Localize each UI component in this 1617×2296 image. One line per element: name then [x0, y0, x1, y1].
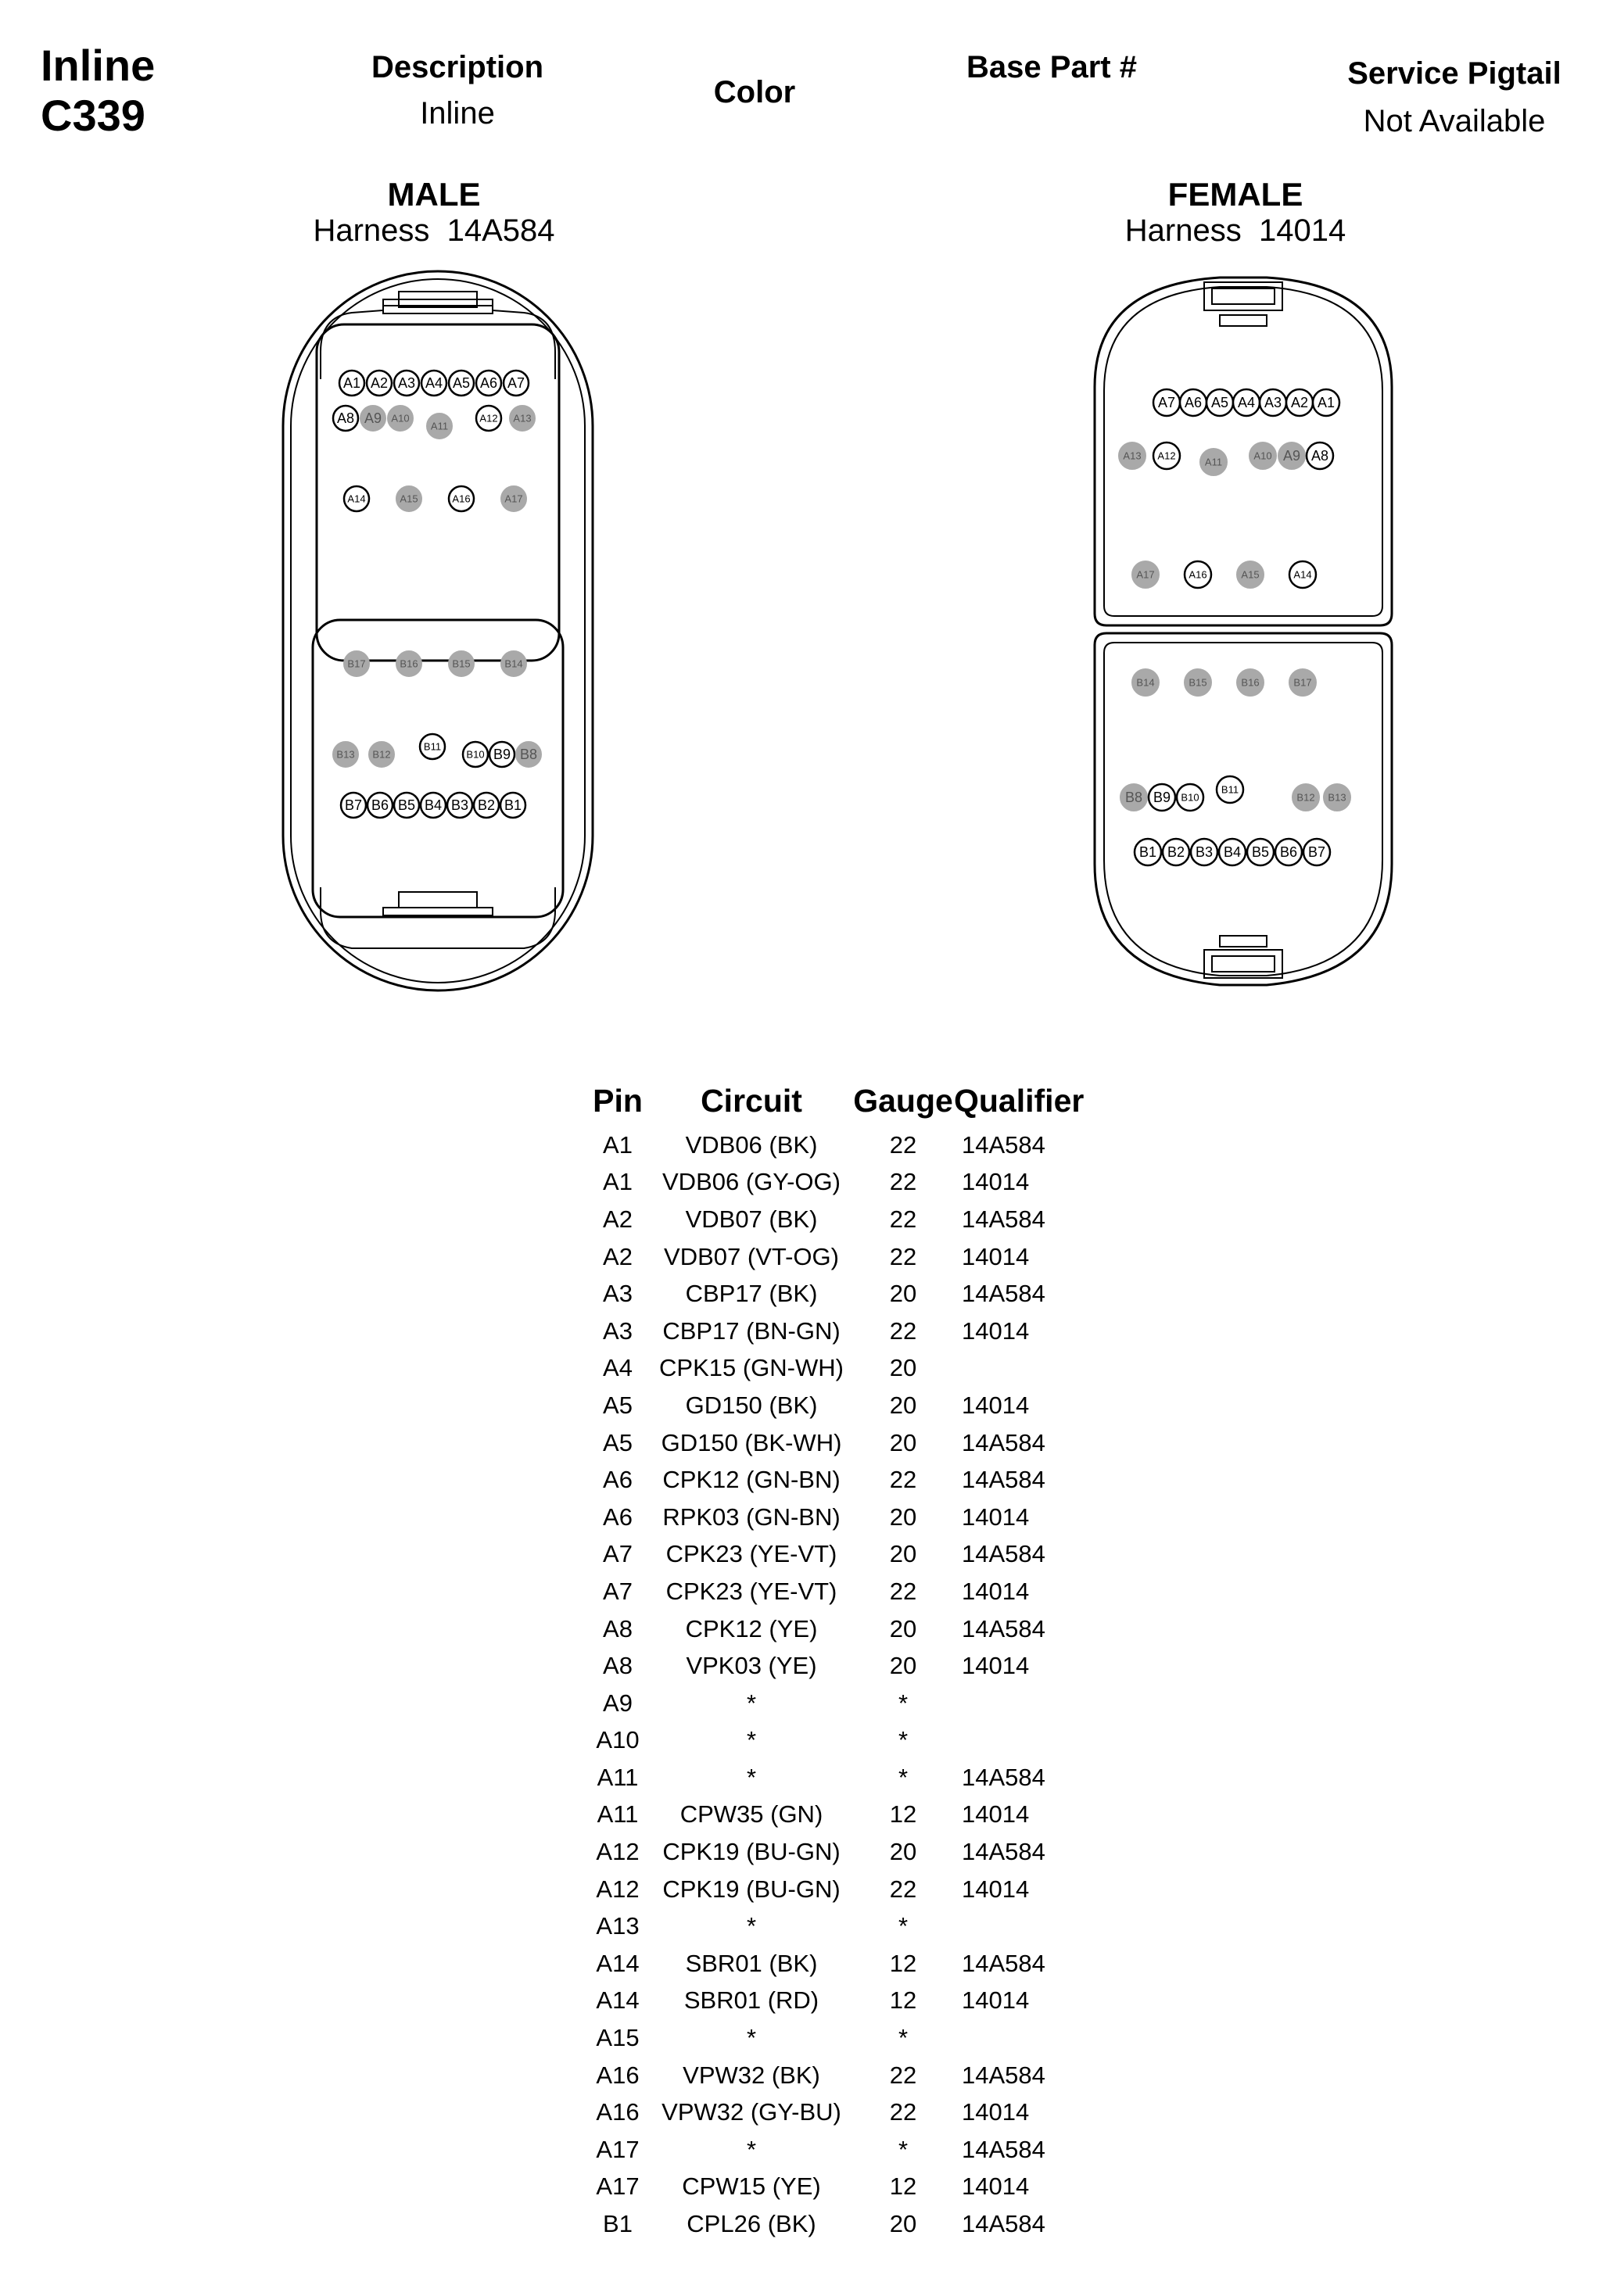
- qualifier-cell: 14A584: [962, 1949, 1045, 1977]
- pin-cell: A11: [597, 1800, 639, 1829]
- qualifier-cell: [954, 1907, 1118, 1945]
- circuit-cell: *: [746, 2024, 757, 2052]
- female-pin-label: A10: [1253, 450, 1272, 462]
- gauge-cell: 12: [889, 2172, 917, 2201]
- service-pigtail-value: Not Available: [1363, 104, 1546, 138]
- female-pin-label: A13: [1123, 450, 1142, 462]
- male-pin-label: A7: [507, 375, 525, 391]
- pin-cell: A12: [596, 1875, 640, 1903]
- table-row: [585, 1238, 1118, 1276]
- female-pin-label: A7: [1157, 395, 1176, 410]
- male-pin-label: B15: [452, 657, 471, 670]
- table-row: [585, 1907, 1118, 1945]
- pin-cell: A8: [603, 1614, 633, 1642]
- gauge-cell: *: [898, 1689, 909, 1717]
- female-pin-label: A17: [1136, 568, 1155, 581]
- gauge-cell: 20: [889, 2210, 917, 2238]
- pin-cell: A3: [603, 1316, 633, 1345]
- table-row: [585, 2131, 1118, 2169]
- qualifier-cell: 14A584: [962, 1280, 1045, 1308]
- female-pin-label: B5: [1251, 844, 1270, 860]
- table-row: [585, 1796, 1118, 1834]
- gauge-cell: *: [898, 1912, 909, 1940]
- gauge-cell: 20: [889, 1354, 917, 1382]
- qualifier-cell: 14A584: [962, 1540, 1045, 1568]
- table-row: [585, 1387, 1118, 1424]
- qualifier-cell: 14014: [962, 2172, 1030, 2201]
- table-row: [585, 1573, 1118, 1610]
- circuit-cell: RPK03 (GN-BN): [662, 1503, 841, 1531]
- male-pin-label: B17: [347, 657, 366, 670]
- gauge-cell: 22: [889, 2061, 917, 2089]
- male-pin-label: B5: [397, 797, 416, 813]
- female-pin-label: B17: [1293, 676, 1312, 689]
- male-pin-label: A2: [370, 375, 389, 391]
- circuit-cell: GD150 (BK): [685, 1391, 818, 1419]
- male-pin-label: A13: [513, 412, 532, 424]
- female-pin-label: A11: [1204, 456, 1223, 468]
- qualifier-cell: 14A584: [962, 1205, 1045, 1233]
- table-row: [585, 2205, 1118, 2243]
- qualifier-cell: 14A584: [962, 1130, 1045, 1159]
- male-pin-label: A17: [504, 493, 523, 505]
- qualifier-cell: 14014: [962, 1391, 1030, 1419]
- pin-cell: A5: [603, 1391, 633, 1419]
- gauge-cell: 20: [889, 1391, 917, 1419]
- male-pin-label: A15: [400, 493, 418, 505]
- pin-cell: B1: [603, 2210, 633, 2238]
- circuit-cell: SBR01 (BK): [685, 1949, 818, 1977]
- circuit-cell: CBP17 (BK): [685, 1280, 818, 1308]
- male-pin-label: B12: [372, 748, 391, 761]
- qualifier-cell: 14014: [962, 1800, 1030, 1829]
- qualifier-cell: [954, 1722, 1118, 1760]
- female-pin-label: B13: [1328, 791, 1346, 804]
- pin-cell: A14: [596, 1949, 640, 1977]
- qualifier-cell: 14014: [962, 2098, 1030, 2126]
- male-pin-label: B4: [424, 797, 443, 813]
- pin-cell: A17: [596, 2172, 640, 2201]
- gauge-cell: 20: [889, 1503, 917, 1531]
- male-pin-label: B10: [466, 748, 485, 761]
- female-pin-label: A15: [1241, 568, 1260, 581]
- pin-cell: A8: [603, 1652, 633, 1680]
- gauge-cell: 20: [889, 1614, 917, 1642]
- circuit-cell: VDB06 (GY-OG): [662, 1168, 841, 1196]
- pin-cell: A1: [603, 1130, 633, 1159]
- circuit-cell: *: [746, 1763, 757, 1791]
- male-pin-label: B14: [504, 657, 523, 670]
- pin-cell: A1: [603, 1168, 633, 1196]
- gauge-cell: 22: [889, 1577, 917, 1605]
- male-pin-label: A6: [479, 375, 498, 391]
- circuit-cell: *: [746, 1726, 757, 1754]
- table-row: [585, 1424, 1118, 1462]
- female-pin-label: B10: [1181, 791, 1199, 804]
- qualifier-cell: 14A584: [962, 2061, 1045, 2089]
- qualifier-cell: 14A584: [962, 1614, 1045, 1642]
- qualifier-cell: 14A584: [962, 2135, 1045, 2163]
- table-row: [585, 1313, 1118, 1350]
- table-row: [585, 1647, 1118, 1685]
- qualifier-cell: 14A584: [962, 2210, 1045, 2238]
- female-pin-label: A6: [1184, 395, 1203, 410]
- qualifier-cell: 14014: [962, 1577, 1030, 1605]
- female-pin-label: A3: [1264, 395, 1282, 410]
- gauge-cell: *: [898, 1763, 909, 1791]
- circuit-cell: *: [746, 1912, 757, 1940]
- circuit-cell: VDB06 (BK): [685, 1130, 818, 1159]
- circuit-cell: CPK19 (BU-GN): [662, 1875, 841, 1903]
- pin-cell: A16: [596, 2061, 640, 2089]
- female-pin-label: B2: [1167, 844, 1185, 860]
- table-row: [585, 1275, 1118, 1313]
- female-pin-label: A14: [1293, 568, 1312, 581]
- circuit-cell: CBP17 (BN-GN): [662, 1316, 841, 1345]
- table-row: [585, 1350, 1118, 1388]
- pin-cell: A6: [603, 1466, 633, 1494]
- circuit-column-header: Circuit: [701, 1082, 802, 1119]
- gauge-cell: 22: [889, 1205, 917, 1233]
- pin-cell: A5: [603, 1428, 633, 1456]
- male-pin-label: B11: [423, 740, 442, 753]
- description-label: Description: [371, 50, 544, 84]
- male-pin-label: B6: [371, 797, 389, 813]
- male-pin-label: B16: [400, 657, 418, 670]
- pin-cell: A9: [603, 1689, 633, 1717]
- table-row: [585, 1983, 1118, 2020]
- table-row: [585, 1722, 1118, 1760]
- circuit-cell: SBR01 (RD): [683, 1986, 819, 2015]
- table-row: [585, 1833, 1118, 1871]
- qualifier-cell: 14014: [962, 1986, 1030, 2015]
- female-pin-label: B14: [1136, 676, 1155, 689]
- table-row: [585, 1461, 1118, 1499]
- female-pin-label: A5: [1210, 395, 1229, 410]
- table-row: [585, 1759, 1118, 1796]
- male-pin-label: A16: [452, 493, 471, 505]
- female-pin-label: A1: [1317, 395, 1336, 410]
- male-pin-label: A9: [364, 410, 382, 426]
- male-pin-label: A1: [342, 375, 361, 391]
- pin-cell: A2: [603, 1242, 633, 1270]
- female-pin-label: A4: [1237, 395, 1256, 410]
- pin-cell: A10: [596, 1726, 640, 1754]
- pin-table: [585, 1075, 1118, 2243]
- pin-table-body: [585, 1127, 1118, 2243]
- circuit-cell: *: [746, 2135, 757, 2163]
- female-pin-label: B1: [1138, 844, 1157, 860]
- pin-cell: A13: [596, 1912, 640, 1940]
- male-pin-label: B7: [344, 797, 363, 813]
- female-pin-label: A16: [1189, 568, 1207, 581]
- qualifier-cell: [954, 1685, 1118, 1722]
- gauge-cell: 22: [889, 1466, 917, 1494]
- male-pin-label: A10: [391, 412, 410, 424]
- male-pin-cavities: [333, 371, 541, 818]
- gauge-cell: *: [898, 2024, 909, 2052]
- gauge-cell: 12: [889, 1949, 917, 1977]
- female-pin-label: B12: [1296, 791, 1315, 804]
- pin-cell: A7: [603, 1540, 633, 1568]
- gauge-cell: *: [898, 1726, 909, 1754]
- qualifier-cell: [954, 2019, 1118, 2057]
- gauge-cell: 22: [889, 1316, 917, 1345]
- circuit-cell: VPK03 (YE): [686, 1652, 817, 1680]
- service-pigtail-label: Service Pigtail: [1347, 56, 1561, 91]
- qualifier-cell: 14014: [962, 1875, 1030, 1903]
- female-pin-cavities: [1119, 389, 1350, 865]
- table-row: [585, 1685, 1118, 1722]
- female-view-title: FEMALE: [1167, 176, 1303, 213]
- circuit-cell: CPK15 (GN-WH): [659, 1354, 844, 1382]
- female-pin-label: A8: [1310, 448, 1329, 464]
- circuit-cell: CPW35 (GN): [679, 1800, 823, 1829]
- male-pin-label: A8: [336, 410, 355, 426]
- circuit-cell: CPK12 (GN-BN): [662, 1466, 841, 1494]
- qualifier-cell: 14014: [962, 1503, 1030, 1531]
- female-pin-label: B6: [1279, 844, 1298, 860]
- table-row: [585, 1499, 1118, 1536]
- pin-cell: A2: [603, 1205, 633, 1233]
- connector-type: Inline: [41, 41, 156, 90]
- gauge-cell: 22: [889, 2098, 917, 2126]
- male-pin-label: A4: [425, 375, 443, 391]
- pin-cell: A4: [603, 1354, 633, 1382]
- pin-cell: A6: [603, 1503, 633, 1531]
- circuit-cell: CPK23 (YE-VT): [665, 1540, 837, 1568]
- qualifier-cell: 14A584: [962, 1428, 1045, 1456]
- male-pin-label: B2: [477, 797, 496, 813]
- female-pin-label: B7: [1307, 844, 1326, 860]
- pin-cell: A17: [596, 2135, 640, 2163]
- female-pin-label: A2: [1290, 395, 1309, 410]
- female-pin-label: A9: [1282, 448, 1301, 464]
- pin-cell: A12: [596, 1838, 640, 1866]
- qualifier-cell: 14014: [962, 1168, 1030, 1196]
- qualifier-cell: 14014: [962, 1652, 1030, 1680]
- female-connector-face: [1071, 270, 1415, 997]
- table-row: [585, 1201, 1118, 1238]
- gauge-cell: 12: [889, 1986, 917, 2015]
- gauge-cell: 20: [889, 1428, 917, 1456]
- connector-number: C339: [41, 91, 145, 140]
- male-pin-label: A5: [452, 375, 471, 391]
- gauge-cell: 20: [889, 1540, 917, 1568]
- gauge-cell: 22: [889, 1242, 917, 1270]
- base-part-label: Base Part #: [966, 50, 1137, 84]
- male-pin-label: A3: [397, 375, 416, 391]
- female-pin-label: B8: [1124, 790, 1143, 805]
- pin-column-header: Pin: [593, 1082, 643, 1119]
- pin-cell: A15: [596, 2024, 640, 2052]
- table-row: [585, 1945, 1118, 1983]
- gauge-cell: 12: [889, 1800, 917, 1829]
- female-pin-label: B15: [1189, 676, 1207, 689]
- female-pin-label: B3: [1195, 844, 1214, 860]
- connector-id: [41, 41, 155, 141]
- pin-table-header: [585, 1075, 1118, 1127]
- circuit-cell: CPW15 (YE): [682, 2172, 821, 2201]
- qualifier-cell: 14014: [962, 1242, 1030, 1270]
- table-row: [585, 1536, 1118, 1574]
- pin-cell: A16: [596, 2098, 640, 2126]
- circuit-cell: *: [746, 1689, 757, 1717]
- male-pin-label: A14: [347, 493, 366, 505]
- qualifier-cell: [954, 1350, 1118, 1388]
- male-view-harness: Harness 14A584: [313, 213, 555, 248]
- gauge-cell: *: [898, 2135, 909, 2163]
- gauge-cell: 20: [889, 1838, 917, 1866]
- male-pin-label: B3: [450, 797, 469, 813]
- table-row: [585, 1610, 1118, 1648]
- table-row: [585, 2057, 1118, 2094]
- circuit-cell: VPW32 (GY-BU): [662, 2098, 841, 2126]
- qualifier-cell: 14A584: [962, 1763, 1045, 1791]
- circuit-cell: VDB07 (VT-OG): [664, 1242, 839, 1270]
- table-row: [585, 2019, 1118, 2057]
- circuit-cell: VPW32 (BK): [683, 2061, 820, 2089]
- male-pin-label: A11: [430, 420, 449, 432]
- description-value: Inline: [420, 96, 495, 131]
- female-pin-label: B9: [1153, 790, 1171, 805]
- gauge-cell: 20: [889, 1280, 917, 1308]
- table-row: [585, 1127, 1118, 1164]
- pin-cell: A3: [603, 1280, 633, 1308]
- female-pin-label: B16: [1241, 676, 1260, 689]
- female-pin-label: B4: [1223, 844, 1242, 860]
- circuit-cell: CPL26 (BK): [687, 2210, 816, 2238]
- male-pin-label: B13: [336, 748, 355, 761]
- qualifier-column-header: Qualifier: [954, 1082, 1085, 1119]
- gauge-cell: 20: [889, 1652, 917, 1680]
- male-connector-face: [266, 262, 610, 1005]
- table-row: [585, 1164, 1118, 1202]
- circuit-cell: GD150 (BK-WH): [661, 1428, 842, 1456]
- qualifier-cell: 14014: [962, 1316, 1030, 1345]
- table-row: [585, 2169, 1118, 2206]
- table-row: [585, 1871, 1118, 1908]
- circuit-cell: CPK23 (YE-VT): [665, 1577, 837, 1605]
- male-pin-label: B1: [504, 797, 522, 813]
- gauge-column-header: Gauge: [853, 1082, 953, 1119]
- qualifier-cell: 14A584: [962, 1838, 1045, 1866]
- gauge-cell: 22: [889, 1168, 917, 1196]
- circuit-cell: CPK19 (BU-GN): [662, 1838, 841, 1866]
- male-pin-label: A12: [479, 412, 498, 424]
- male-pin-label: B8: [519, 747, 538, 762]
- male-pin-label: B9: [493, 747, 511, 762]
- circuit-cell: CPK12 (YE): [685, 1614, 818, 1642]
- table-row: [585, 2094, 1118, 2131]
- color-label: Color: [713, 75, 796, 109]
- pin-cell: A14: [596, 1986, 640, 2015]
- male-view-title: MALE: [387, 176, 481, 213]
- female-view-harness: Harness 14014: [1124, 213, 1346, 248]
- female-pin-label: A12: [1157, 450, 1176, 462]
- pin-cell: A7: [603, 1577, 633, 1605]
- circuit-cell: VDB07 (BK): [685, 1205, 818, 1233]
- gauge-cell: 22: [889, 1875, 917, 1903]
- pin-cell: A11: [597, 1763, 639, 1791]
- female-pin-label: B11: [1221, 783, 1239, 796]
- gauge-cell: 22: [889, 1130, 917, 1159]
- qualifier-cell: 14A584: [962, 1466, 1045, 1494]
